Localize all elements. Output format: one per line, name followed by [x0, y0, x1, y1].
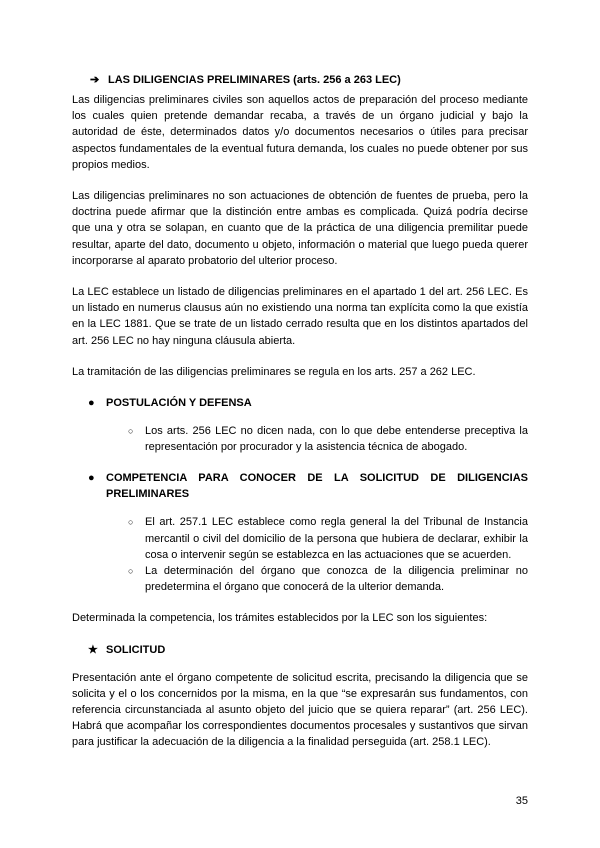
sub-list	[128, 423, 528, 455]
paragraph: Las diligencias preliminares civiles son aquellos actos de preparación del proceso mediante los cuales quien pretende demandar recaba, a través de un órgano judicial y bajo la autoridad de éste, determinados datos y/o documentos necesarios o útiles para precisar aspectos fundamentales de la eventual futura demanda, los cuales no puede obtener por sus propios medios.	[72, 94, 528, 171]
list-item-text: La determinación del órgano que conozca de la diligencia preliminar no predetermina el órgano que conocerá de la ulterior demanda.	[145, 565, 528, 594]
section-heading	[90, 72, 528, 88]
bullet-heading-competencia	[88, 470, 528, 502]
list-item	[128, 423, 528, 455]
list-item-text: El art. 257.1 LEC establece como regla general la del Tribunal de Instancia mercantil o civil del domicilio de la persona que hubiera de declarar, exhibir la cosa o intervenir según se establezca en las actuaciones que se acuerden.	[145, 516, 528, 561]
list-item	[128, 563, 528, 595]
paragraph: Presentación ante el órgano competente de solicitud escrita, precisando la diligencia que se solicita y el o los concernidos por la misma, en la que “se expresarán sus fundamentos, con referencia circunstanciada al asunto objeto del juicio que se quiera reparar” (art. 256 LEC). Habrá que acompañar los correspondientes documentos procesales y sustantivos que sirvan para justificar la adecuación de la diligencia a la finalidad perseguida (art. 258.1 LEC).	[72, 671, 528, 749]
paragraph: La LEC establece un listado de diligencias preliminares en el apartado 1 del art. 256 LEC. Es un listado en numerus clausus aún no existiendo una norma tan explícita como la que existía en la LEC 1881. Que se trate de un listado cerrado resulta que en los distintos apartados del art. 256 LEC no hay ninguna cláusula abierta.	[72, 286, 528, 347]
page-number: 35	[515, 795, 528, 807]
bullet-heading-text: POSTULACIÓN Y DEFENSA	[106, 397, 252, 410]
page-body	[72, 72, 528, 766]
circle-bullet-icon: ○	[128, 566, 134, 577]
bullet-icon: ●	[88, 397, 95, 410]
circle-bullet-icon: ○	[128, 426, 134, 437]
bullet-icon: ●	[88, 472, 95, 485]
paragraph: La tramitación de las diligencias preliminares se regula en los arts. 257 a 262 LEC.	[72, 365, 476, 378]
sub-list	[128, 514, 528, 595]
heading-text: LAS DILIGENCIAS PRELIMINARES (arts. 256 a 263 LEC)	[108, 74, 401, 86]
bullet-heading-text: COMPETENCIA PARA CONOCER DE LA SOLICITUD DE DILIGENCIAS PRELIMINARES	[106, 472, 528, 501]
list-item-text: Los arts. 256 LEC no dicen nada, con lo que debe entenderse preceptiva la representación por procurador y la asistencia técnica de abogado.	[145, 425, 528, 454]
paragraph: Determinada la competencia, los trámites establecidos por la LEC son los siguientes:	[72, 612, 488, 625]
bullet-heading-solicitud	[88, 642, 528, 658]
circle-bullet-icon: ○	[128, 517, 134, 528]
arrow-icon: ➔	[90, 74, 100, 86]
star-icon: ★	[88, 643, 98, 656]
list-item	[128, 514, 528, 563]
bullet-heading-postulacion	[88, 395, 528, 411]
bullet-heading-text: SOLICITUD	[106, 643, 166, 656]
paragraph: Las diligencias preliminares no son actuaciones de obtención de fuentes de prueba, pero la doctrina puede afirmar que la distinción entre ambas es complicada. Quizá podría decirse que una y otra se solapan, en cuanto que de la práctica de una diligencia premilitar puede resultar, aparte del dato, documento u objeto, información o material que luego pueda querer incorporarse al aparato probatorio del ulterior proceso.	[72, 190, 528, 267]
